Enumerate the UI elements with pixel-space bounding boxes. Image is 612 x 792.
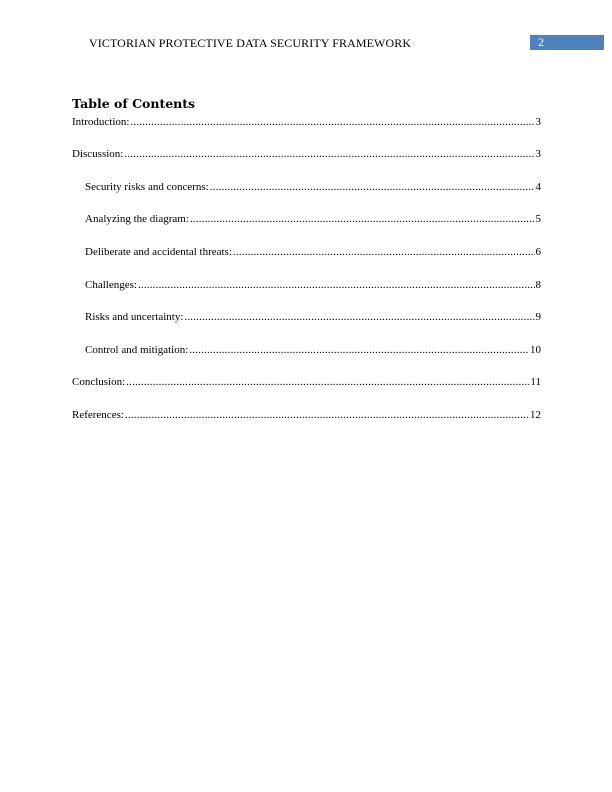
- toc-entry-page: 9: [535, 311, 541, 323]
- toc-leader-dots: [233, 246, 535, 259]
- toc-entry-page: 3: [535, 148, 541, 160]
- toc-entry-label: Discussion:: [72, 148, 124, 160]
- toc-leader-dots: [190, 213, 535, 226]
- toc-leader-dots: [184, 311, 534, 324]
- toc-leader-dots: [125, 409, 529, 422]
- toc-leader-dots: [189, 344, 529, 357]
- toc-heading: Table of Contents: [72, 96, 196, 111]
- toc-leader-dots: [138, 279, 535, 292]
- toc-entry-label: Security risks and concerns:: [85, 181, 209, 193]
- toc-entry-page: 4: [535, 181, 541, 193]
- toc-entry-page: 5: [535, 213, 541, 225]
- toc-entry-page: 11: [530, 376, 541, 388]
- toc-entry-label: Conclusion:: [72, 376, 126, 388]
- toc-leader-dots: [130, 116, 534, 129]
- toc-entry-risks-uncertainty[interactable]: [85, 311, 541, 324]
- toc-entry-control-mitigation[interactable]: [85, 344, 541, 357]
- toc-entry-label: Introduction:: [72, 116, 130, 128]
- running-header-title: VICTORIAN PROTECTIVE DATA SECURITY FRAMEWORK: [89, 36, 412, 50]
- toc-entry-label: Analyzing the diagram:: [85, 213, 189, 225]
- toc-entry-page: 3: [535, 116, 541, 128]
- toc-entry-label: Risks and uncertainty:: [85, 311, 184, 323]
- page-number: 2: [538, 35, 544, 49]
- toc-entry-security-risks[interactable]: [85, 181, 541, 194]
- toc-entry-challenges[interactable]: [85, 279, 541, 292]
- toc-entry-threats[interactable]: [85, 246, 541, 259]
- toc-entry-analyzing-diagram[interactable]: [85, 213, 541, 226]
- toc-entry-introduction[interactable]: [72, 116, 541, 129]
- toc-entry-discussion[interactable]: [72, 148, 541, 161]
- toc-entry-page: 8: [535, 279, 541, 291]
- toc-leader-dots: [210, 181, 535, 194]
- toc-entry-references[interactable]: [72, 409, 541, 422]
- toc-entry-label: References:: [72, 409, 124, 421]
- toc-entry-conclusion[interactable]: [72, 376, 541, 389]
- toc-entry-page: 6: [535, 246, 541, 258]
- toc-entry-page: 10: [530, 344, 541, 356]
- toc-entry-label: Deliberate and accidental threats:: [85, 246, 232, 258]
- toc-entry-page: 12: [530, 409, 541, 421]
- toc-entry-label: Challenges:: [85, 279, 137, 291]
- toc-entry-label: Control and mitigation:: [85, 344, 189, 356]
- toc-leader-dots: [124, 148, 534, 161]
- toc-leader-dots: [126, 376, 529, 389]
